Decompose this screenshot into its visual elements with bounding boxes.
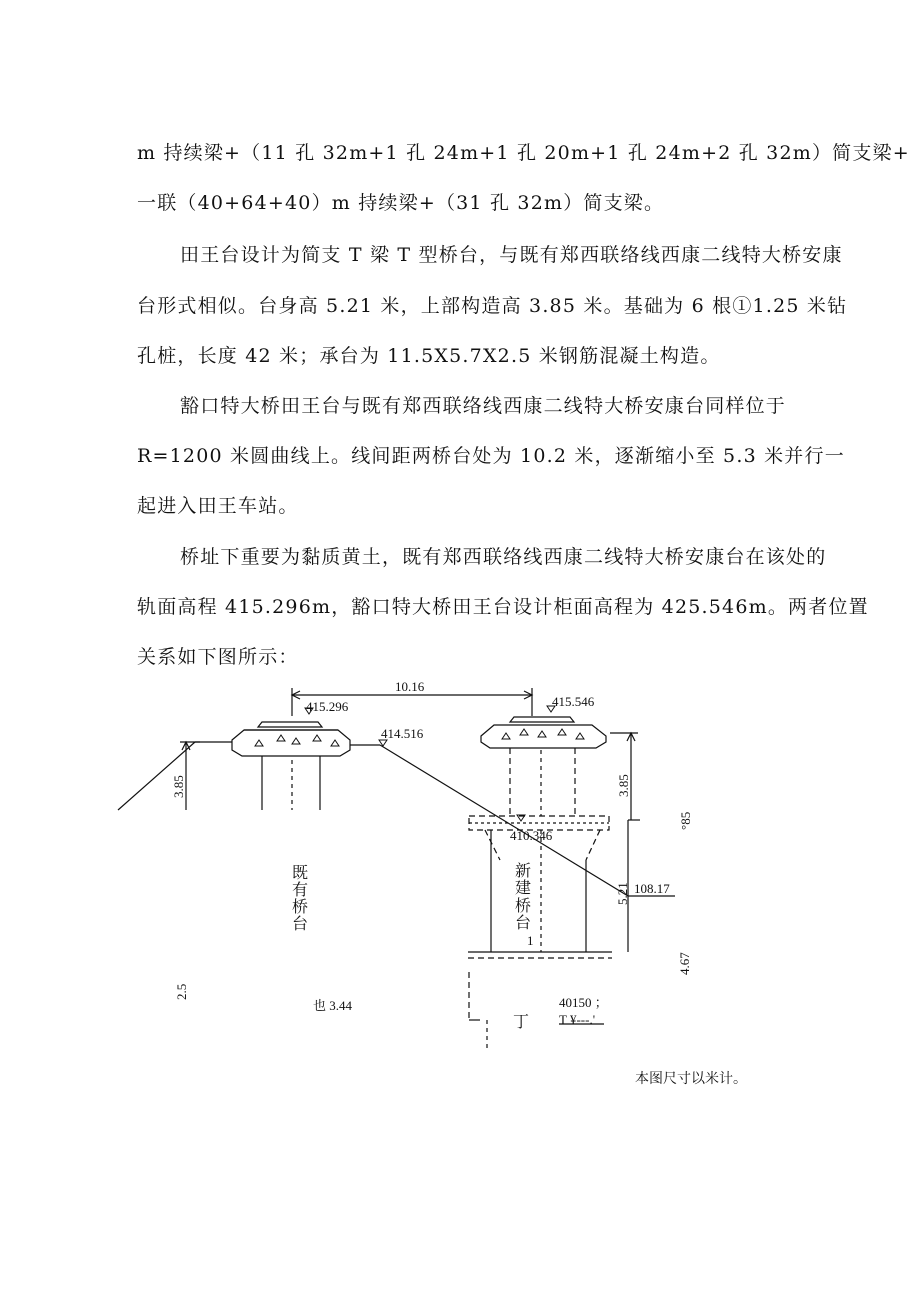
- dim-385-left: 3.85: [171, 775, 186, 798]
- figure-caption: 本图尺寸以米计。: [635, 1071, 747, 1087]
- text-line: 桥址下重要为黏质黄土，既有郑西联络线西康二线特大桥安康台在该处的: [180, 546, 827, 568]
- text-line: 孔桩，长度 42 米；承台为 11.5X5.7X2.5 米钢筋混凝土构造。: [137, 345, 721, 367]
- dim-25: 2.5: [174, 983, 189, 1000]
- label-existing-1: 既: [292, 863, 309, 882]
- note-40150: 40150 ；: [559, 995, 608, 1010]
- text-line: m 持续梁+（11 孔 32m+1 孔 24m+1 孔 20m+1 孔 24m+2 孔 32m）简支梁+: [137, 142, 910, 164]
- label-existing-4: 台: [292, 914, 309, 933]
- note-t: T ¥---.': [559, 1012, 596, 1027]
- text-line: 田王台设计为简支 T 梁 T 型桥台，与既有郑西联络线西康二线特大桥安康: [180, 244, 843, 266]
- dim-467: 4.67: [677, 952, 692, 975]
- dim-spacing: 10.16: [395, 679, 425, 694]
- label-new-2: 建: [515, 878, 532, 897]
- label-existing-2: 有: [292, 880, 309, 899]
- label-new-1: 新: [515, 861, 532, 880]
- label-existing-3: 桥: [292, 897, 309, 916]
- text-line: 台形式相似。台身高 5.21 米，上部构造高 3.85 米。基础为 6 根①1.25 米钻: [137, 295, 848, 317]
- dim-385-right: 3.85: [616, 774, 631, 797]
- dim-85: °85: [678, 811, 693, 830]
- elev-new-rail: 415.546: [552, 694, 595, 709]
- dim-108: 108.17: [634, 881, 670, 896]
- text-line: 一联（40+64+40）m 持续梁+（31 孔 32m）简支梁。: [137, 192, 665, 214]
- text-line: 关系如下图所示：: [137, 646, 299, 668]
- elev-ground: 414.516: [381, 726, 424, 741]
- label-new-3: 桥: [515, 896, 532, 915]
- text-line: 轨面高程 415.296m，豁口特大桥田王台设计柜面高程为 425.546m。两者位置: [137, 596, 869, 618]
- label-new-4: 台: [515, 913, 532, 932]
- elev-cap: 410.346: [510, 828, 553, 843]
- note-1: 1: [527, 933, 534, 948]
- text-line: 起进入田王车站。: [137, 495, 299, 517]
- text-line: 豁口特大桥田王台与既有郑西联络线西康二线特大桥安康台同样位于: [180, 395, 787, 417]
- note-344: 也 3.44: [313, 998, 353, 1013]
- note-ding: 丁: [513, 1012, 530, 1031]
- text-line: R=1200 米圆曲线上。线间距两桥台处为 10.2 米，逐渐缩小至 5.3 米并行一: [137, 445, 845, 467]
- elev-existing-rail: 415.296: [306, 699, 349, 714]
- dim-521: 5.21: [615, 882, 630, 905]
